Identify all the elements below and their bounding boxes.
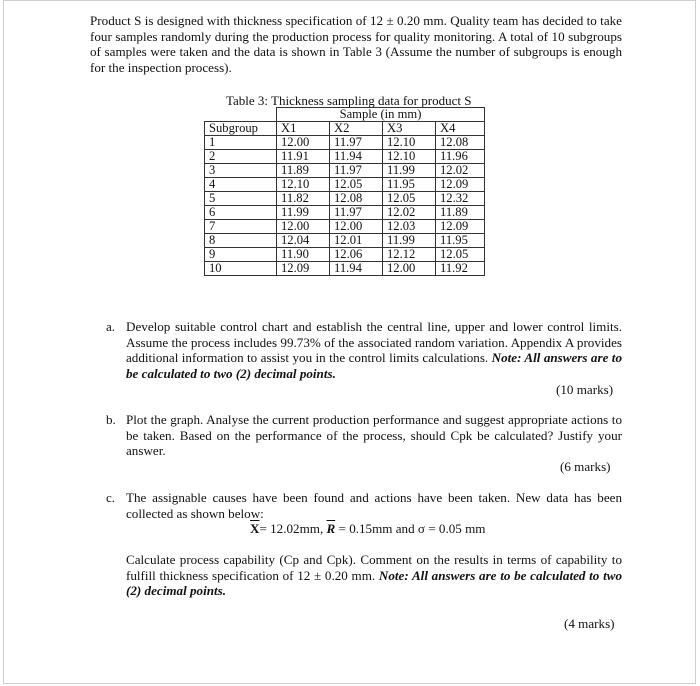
sample-cell: 12.00 bbox=[383, 262, 436, 276]
question-a-note: Note: All answers are to be calculated to two (2) decimal points. bbox=[126, 350, 622, 381]
sample-cell: 11.95 bbox=[383, 178, 436, 192]
table-row bbox=[205, 234, 485, 248]
subgroup-cell: 7 bbox=[205, 220, 277, 234]
question-c-part2 bbox=[106, 552, 622, 599]
column-header: X2 bbox=[330, 122, 383, 136]
sample-cell: 11.94 bbox=[330, 150, 383, 164]
subgroup-cell: 10 bbox=[205, 262, 277, 276]
sample-cell: 12.09 bbox=[436, 220, 485, 234]
sample-cell: 11.99 bbox=[383, 164, 436, 178]
sample-cell: 12.09 bbox=[436, 178, 485, 192]
column-header: X4 bbox=[436, 122, 485, 136]
question-c-label: c. bbox=[106, 490, 116, 505]
question-a bbox=[106, 319, 622, 381]
sample-cell: 11.82 bbox=[277, 192, 330, 206]
table-row bbox=[205, 248, 485, 262]
question-b-label: b. bbox=[106, 412, 116, 427]
question-c-text2: Calculate process capability (Cp and Cpk). Comment on the results in terms of capability to fulfill thickness specification of 12 ± 0.20 mm. bbox=[126, 552, 622, 583]
sample-cell: 11.95 bbox=[436, 234, 485, 248]
intro-paragraph: Product S is designed with thickness specification of 12 ± 0.20 mm. Quality team has decided to take four samples randomly during the production process for quality monitoring. A total of 10 subgroups of samples were taken and the data is shown in Table 3 (Assume the number of subgroups is enough for the inspection process). bbox=[90, 13, 622, 75]
sample-cell: 12.06 bbox=[330, 248, 383, 262]
sample-cell: 11.91 bbox=[277, 150, 330, 164]
subgroup-cell: 1 bbox=[205, 136, 277, 150]
sample-cell: 12.05 bbox=[436, 248, 485, 262]
sample-cell: 12.09 bbox=[277, 262, 330, 276]
table-row bbox=[205, 192, 485, 206]
table-row bbox=[205, 150, 485, 164]
sample-cell: 11.97 bbox=[330, 136, 383, 150]
sample-cell: 12.00 bbox=[277, 220, 330, 234]
document-page bbox=[3, 0, 696, 684]
question-b bbox=[106, 412, 622, 459]
sample-cell: 12.08 bbox=[436, 136, 485, 150]
xbar-value: = 12.02mm, bbox=[259, 521, 324, 536]
sample-cell: 11.99 bbox=[383, 234, 436, 248]
sample-cell: 11.94 bbox=[330, 262, 383, 276]
sample-cell: 12.32 bbox=[436, 192, 485, 206]
rbar-value: = 0.15mm and σ = 0.05 mm bbox=[338, 521, 486, 536]
table-row bbox=[205, 206, 485, 220]
sample-cell: 12.02 bbox=[436, 164, 485, 178]
sample-cell: 12.04 bbox=[277, 234, 330, 248]
question-c bbox=[106, 490, 622, 521]
table-caption: Table 3: Thickness sampling data for product S bbox=[226, 93, 472, 108]
thickness-data-table bbox=[204, 107, 485, 276]
sample-cell: 12.12 bbox=[383, 248, 436, 262]
column-header: X3 bbox=[383, 122, 436, 136]
sample-cell: 11.96 bbox=[436, 150, 485, 164]
subgroup-cell: 4 bbox=[205, 178, 277, 192]
subgroup-cell: 6 bbox=[205, 206, 277, 220]
subgroup-cell: 2 bbox=[205, 150, 277, 164]
question-c-note: Note: All answers are to be calculated to two (2) decimal points. bbox=[126, 567, 622, 599]
subgroup-cell: 3 bbox=[205, 164, 277, 178]
question-c-marks: (4 marks) bbox=[564, 616, 615, 631]
new-data-formula bbox=[250, 521, 485, 537]
sample-cell: 11.99 bbox=[277, 206, 330, 220]
sample-cell: 12.10 bbox=[383, 136, 436, 150]
question-a-marks: (10 marks) bbox=[556, 382, 614, 397]
question-b-marks: (6 marks) bbox=[560, 459, 611, 474]
question-b-text: Plot the graph. Analyse the current production performance and suggest appropriate actions to be taken. Based on the performance of the process, should Cpk be calculated? Justify your answer. bbox=[126, 412, 622, 459]
column-header: X1 bbox=[277, 122, 330, 136]
table-row bbox=[205, 136, 485, 150]
column-header: Subgroup bbox=[205, 122, 277, 136]
header-blank-cell bbox=[205, 108, 277, 122]
subgroup-cell: 8 bbox=[205, 234, 277, 248]
table-row bbox=[205, 262, 485, 276]
sample-cell: 12.02 bbox=[383, 206, 436, 220]
question-a-text: Develop suitable control chart and establish the central line, upper and lower control limits. Assume the process includes 99.73% of the associated random variation. Appendix A provides additional information to assist you in the control limits calculations. bbox=[126, 319, 622, 366]
sample-cell: 12.10 bbox=[277, 178, 330, 192]
rbar-symbol: $\overline{R}$ bbox=[326, 521, 336, 536]
sample-cell: 12.00 bbox=[277, 136, 330, 150]
xbar-symbol: $\overline{X}$ bbox=[250, 521, 260, 536]
sample-cell: 12.10 bbox=[383, 150, 436, 164]
sample-cell: 11.97 bbox=[330, 206, 383, 220]
subgroup-cell: 9 bbox=[205, 248, 277, 262]
table-row bbox=[205, 164, 485, 178]
sample-cell: 12.05 bbox=[383, 192, 436, 206]
table-header-row-2 bbox=[205, 122, 485, 136]
sample-cell: 12.00 bbox=[330, 220, 383, 234]
sample-cell: 11.90 bbox=[277, 248, 330, 262]
sample-cell: 12.05 bbox=[330, 178, 383, 192]
sample-cell: 11.92 bbox=[436, 262, 485, 276]
sample-cell: 11.89 bbox=[436, 206, 485, 220]
table-header-row-1 bbox=[205, 108, 485, 122]
sample-cell: 12.03 bbox=[383, 220, 436, 234]
table-row bbox=[205, 220, 485, 234]
table-row bbox=[205, 178, 485, 192]
sample-header: Sample (in mm) bbox=[277, 108, 485, 122]
sample-cell: 12.01 bbox=[330, 234, 383, 248]
question-a-label: a. bbox=[106, 319, 116, 334]
sample-cell: 11.89 bbox=[277, 164, 330, 178]
subgroup-cell: 5 bbox=[205, 192, 277, 206]
sample-cell: 11.97 bbox=[330, 164, 383, 178]
sample-cell: 12.08 bbox=[330, 192, 383, 206]
question-c-text: The assignable causes have been found and actions have been taken. New data has been collected as shown below: bbox=[126, 490, 622, 521]
